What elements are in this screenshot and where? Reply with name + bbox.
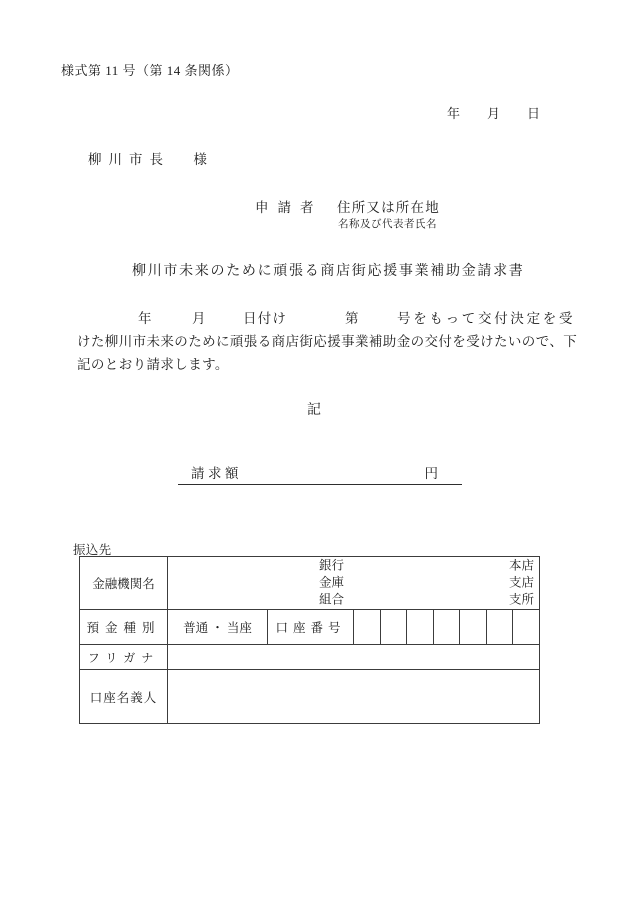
claim-amount-unit-yen: 円 [424,466,438,481]
body-year-label: 年 [138,311,152,326]
account-number-digit-cell [434,610,460,645]
date-year-label: 年 [447,106,461,121]
institution-name-cell [168,557,540,610]
addressee-name: 柳川市長 [88,152,170,167]
date-month-label: 月 [487,106,501,121]
deposit-type-label: 預金種別 [80,610,168,645]
date-day-label: 日 [527,106,541,121]
body-day-suffix-label: 日付け [243,311,288,326]
account-holder-label: 口座名義人 [80,670,168,724]
account-number-digit-cell [513,610,540,645]
claim-amount-line [178,465,462,485]
account-number-digit-cell [407,610,434,645]
body-paragraph-line3: 記のとおり請求します。 [77,357,229,372]
body-paragraph-line1 [0,307,630,324]
applicant-address-label: 住所又は所在地 [337,200,440,215]
account-number-digit-cell [354,610,381,645]
branch-type-shiten: 支店 [509,575,535,590]
institution-type-shinkin: 金庫 [319,575,345,590]
body-line1-text: 号をもって交付決定を受 [397,311,576,326]
body-month-label: 月 [192,311,206,326]
account-number-digit-cell [381,610,407,645]
institution-name-label: 金融機関名 [80,557,168,610]
institution-type-kumiai: 組合 [319,592,345,607]
institution-type-bank: 銀行 [319,558,345,573]
record-marker: 記 [307,403,321,418]
branch-type-shisho: 支所 [509,592,535,607]
account-holder-input-cell [168,670,540,724]
body-paragraph-line2: けた柳川市未来のために頑張る商店街応援事業補助金の交付を受けたいので、下 [77,334,578,349]
date-line [447,103,540,122]
branch-type-options [509,558,534,609]
body-number-prefix-label: 第 [345,311,359,326]
transfer-table [79,556,540,724]
transfer-section-label: 振込先 [73,543,112,557]
furigana-label: フリガナ [80,645,168,670]
account-number-digit-cell [487,610,513,645]
document-title: 柳川市未来のために頑張る商店街応援事業補助金請求書 [132,264,525,279]
addressee-line [88,148,207,168]
institution-type-options [319,558,344,609]
account-number-digit-cell [460,610,487,645]
applicant-label: 申請者 [255,200,323,215]
furigana-input-cell [168,645,540,670]
deposit-type-options: 普通 ・ 当座 [168,610,268,645]
form-number: 様式第 11 号（第 14 条関係） [61,63,239,78]
branch-type-honten: 本店 [509,558,535,573]
addressee-honorific: 様 [193,152,207,167]
claim-amount-label: 請求額 [191,466,242,481]
applicant-name-label: 名称及び代表者氏名 [338,219,437,230]
account-number-label: 口座番号 [268,610,354,645]
